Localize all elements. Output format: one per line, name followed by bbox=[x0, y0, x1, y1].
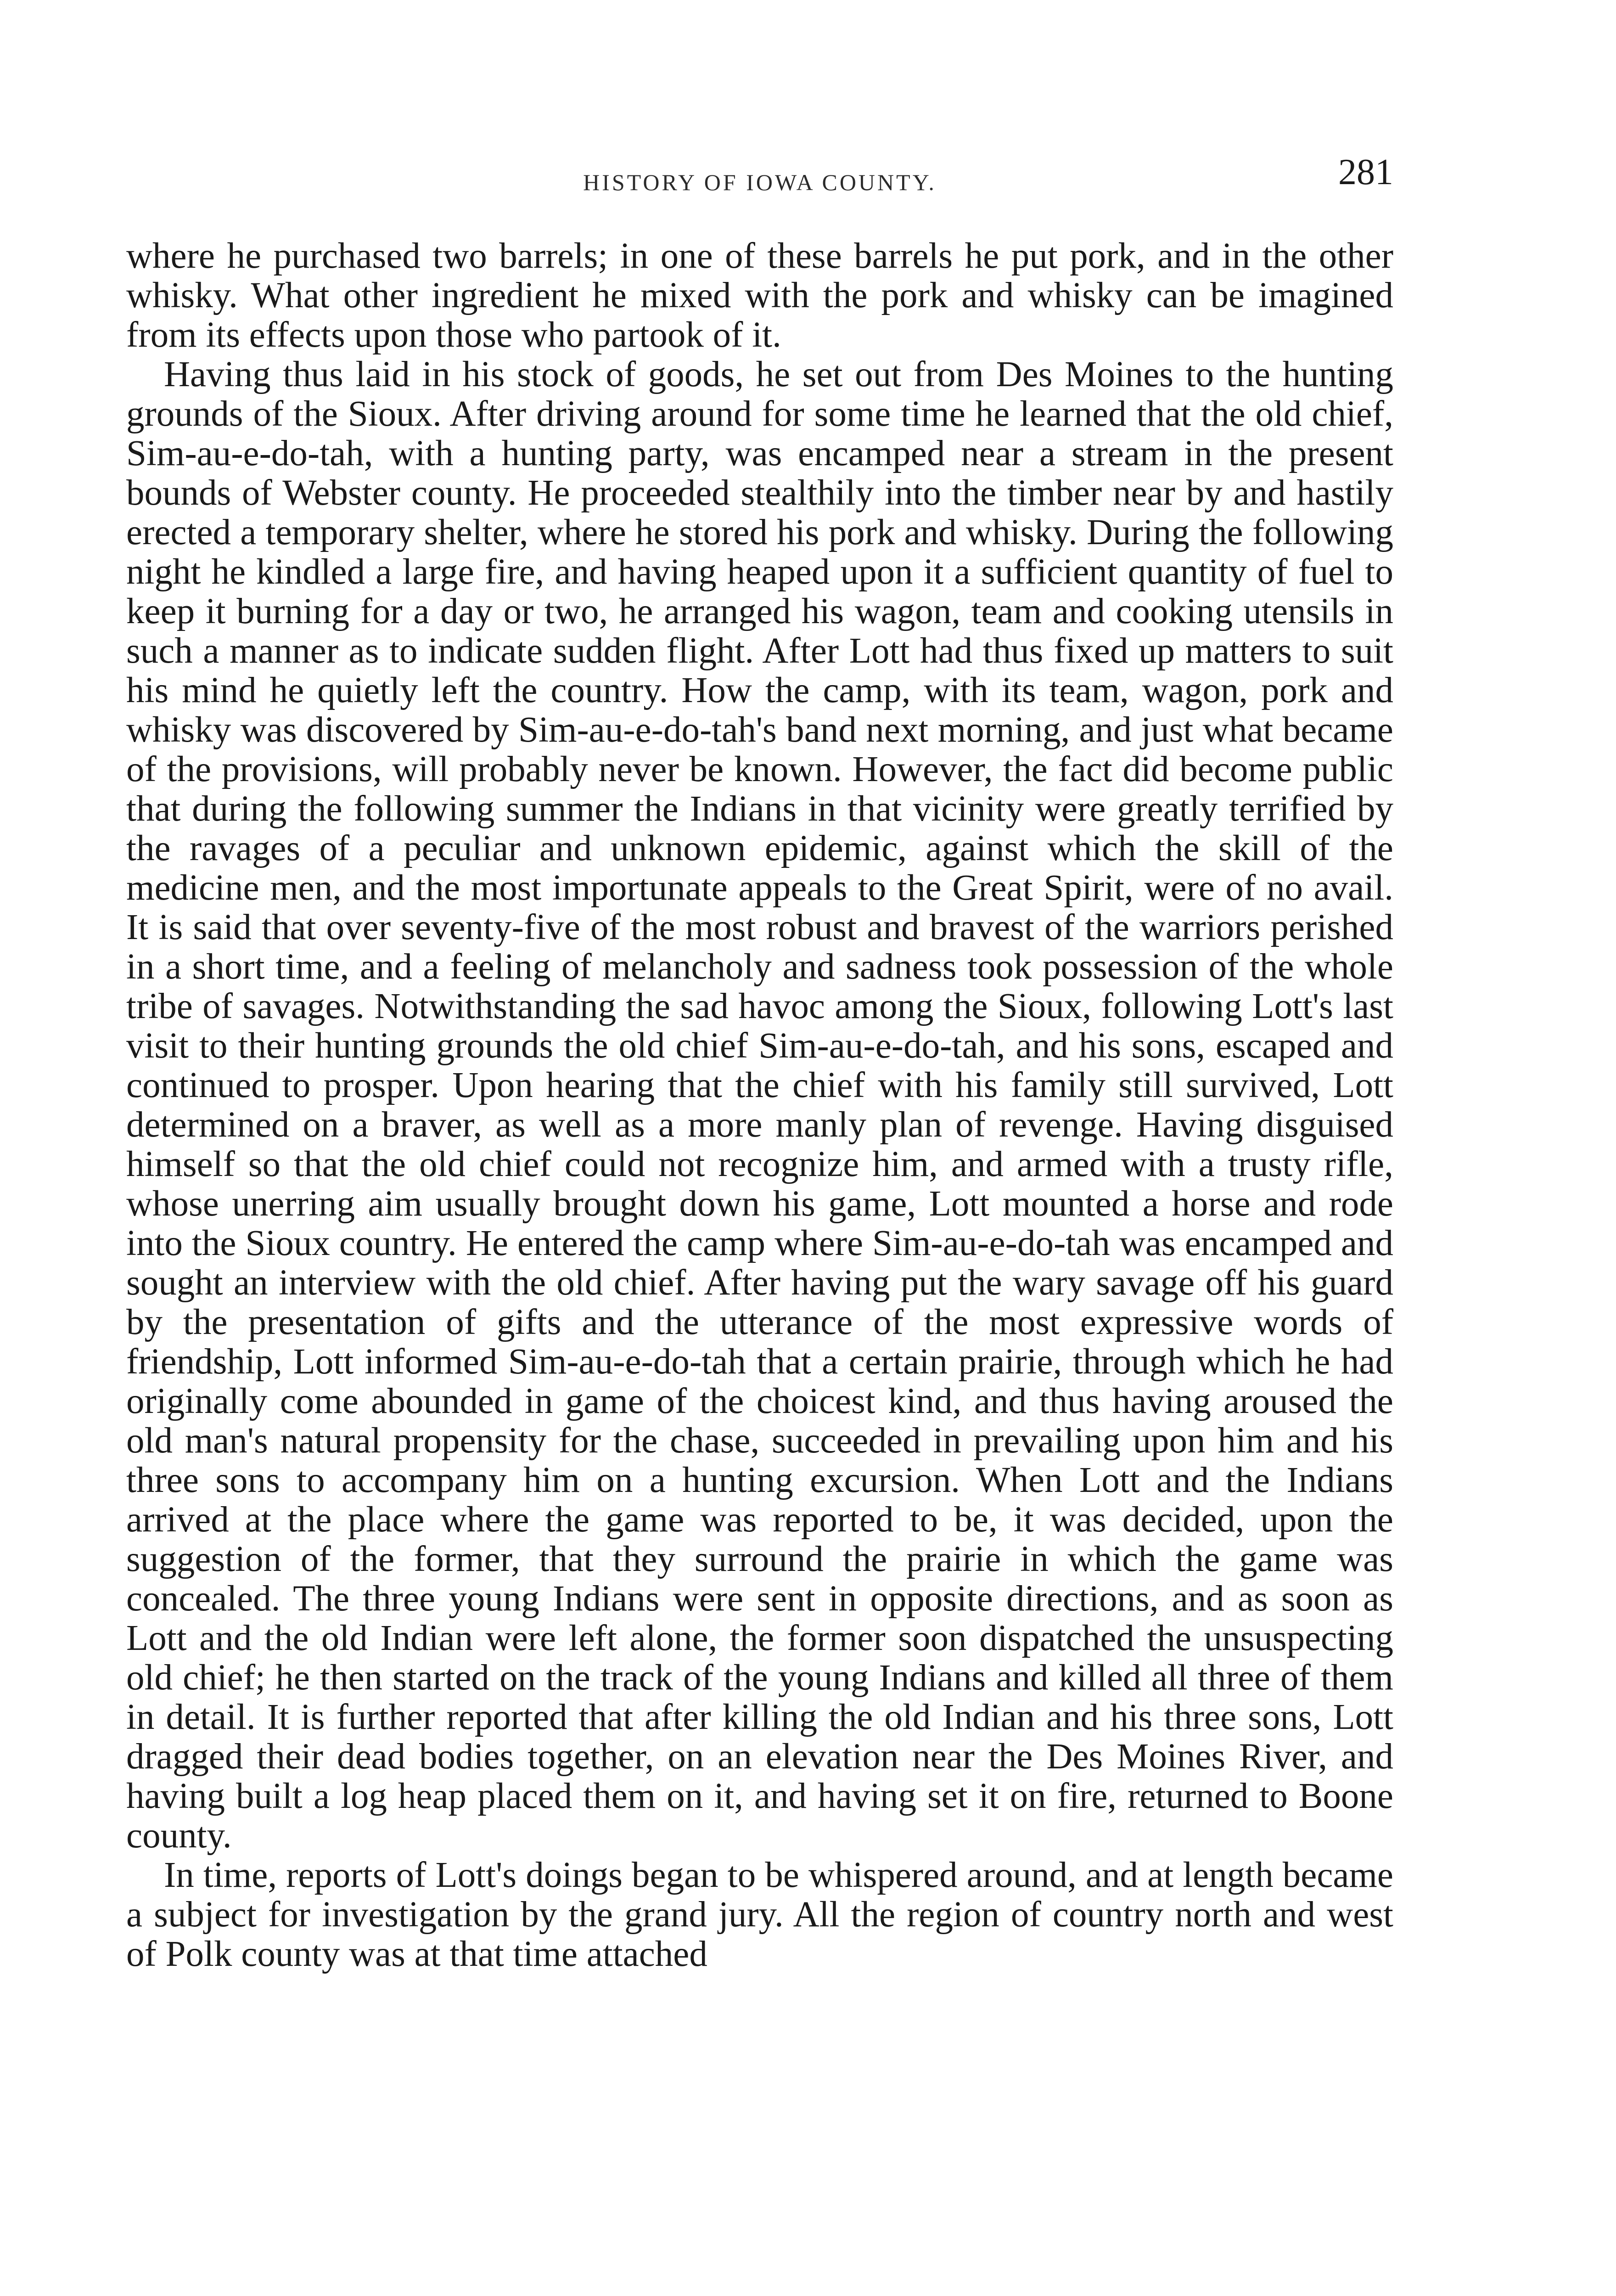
paragraph: In time, reports of Lott's doings began to be whispered around, and at length became a subject for investigation by the grand jury. All the region of country north and west of Polk county was at that time attached bbox=[126, 1855, 1393, 1974]
paragraph: where he purchased two barrels; in one of these barrels he put pork, and in the other whisky. What other ingredient he mixed with the pork and whisky can be imagined from its effects upon those who partook of it. bbox=[126, 236, 1393, 355]
running-header bbox=[126, 152, 1393, 202]
paragraph: Having thus laid in his stock of goods, he set out from Des Moines to the hunting grounds of the Sioux. After driving around for some time he learned that the old chief, Sim-au-e-do-tah, with a hunting party, was encamped near a stream in the present bounds of Webster county. He proceeded stealthily into the timber near by and hastily erected a temporary shelter, where he stored his pork and whisky. During the following night he kindled a large fire, and having heaped upon it a sufficient quantity of fuel to keep it burning for a day or two, he arranged his wagon, team and cooking utensils in such a manner as to indicate sudden flight. After Lott had thus fixed up matters to suit his mind he quietly left the country. How the camp, with its team, wagon, pork and whisky was discovered by Sim-au-e-do-tah's band next morning, and just what became of the provisions, will probably never be known. However, the fact did become public that during the following summer the Indians in that vicinity were greatly terrified by the ravages of a peculiar and unknown epidemic, against which the skill of the medicine men, and the most importunate appeals to the Great Spirit, were of no avail. It is said that over seventy-five of the most robust and bravest of the warriors perished in a short time, and a feeling of melancholy and sadness took possession of the whole tribe of savages. Notwithstanding the sad havoc among the Sioux, following Lott's last visit to their hunting grounds the old chief Sim-au-e-do-tah, and his sons, escaped and continued to prosper. Upon hearing that the chief with his family still survived, Lott determined on a braver, as well as a more manly plan of revenge. Having disguised himself so that the old chief could not recognize him, and armed with a trusty rifle, whose unerring aim usually brought down his game, Lott mounted a horse and rode into the Sioux country. He entered the camp where Sim-au-e-do-tah was encamped and sought an interview with the old chief. After having put the wary savage off his guard by the presentation of gifts and the utterance of the most expressive words of friendship, Lott informed Sim-au-e-do-tah that a certain prairie, through which he had originally come abounded in game of the choicest kind, and thus having aroused the old man's natural propensity for the chase, succeeded in prevailing upon him and his three sons to accompany him on a hunting excursion. When Lott and the Indians arrived at the place where the game was reported to be, it was decided, upon the suggestion of the former, that they surround the prairie in which the game was concealed. The three young Indians were sent in opposite directions, and as soon as Lott and the old Indian were left alone, the former soon dispatched the unsuspecting old chief; he then started on the track of the young Indians and killed all three of them in detail. It is further reported that after killing the old Indian and his three sons, Lott dragged their dead bodies together, on an elevation near the Des Moines River, and having built a log heap placed them on it, and having set it on fire, returned to Boone county. bbox=[126, 355, 1393, 1856]
running-title: HISTORY OF IOWA COUNTY. bbox=[583, 169, 937, 195]
body-text bbox=[126, 236, 1393, 1974]
page-number: 281 bbox=[1338, 152, 1393, 192]
